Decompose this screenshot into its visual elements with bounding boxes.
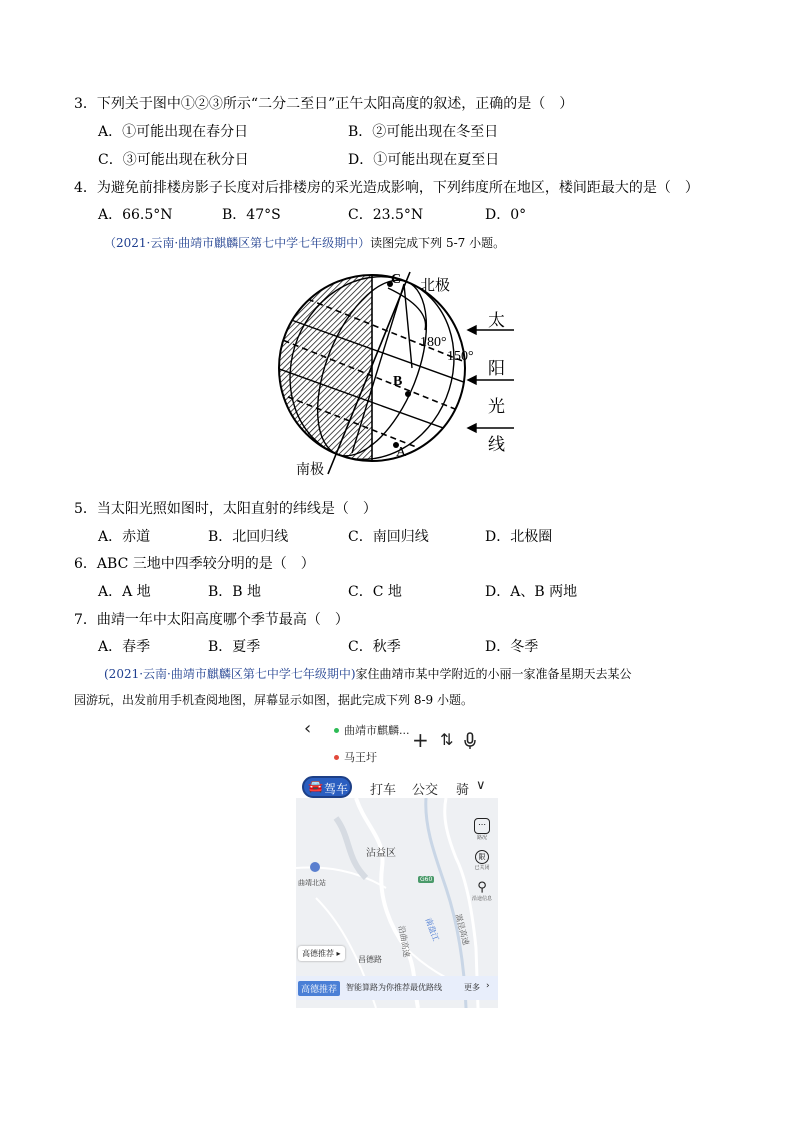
q7-option-b: B．夏季 [208, 639, 261, 655]
q6-option-b: B．B 地 [208, 584, 262, 600]
station-marker-icon [310, 862, 320, 872]
q6-stem: 6．ABC 三地中四季较分明的是（ ） [74, 556, 315, 572]
label-c: C [391, 272, 402, 287]
along-search-button[interactable] [472, 880, 492, 902]
tab-drive-label: 驾车 [324, 782, 349, 796]
destination-dot [334, 755, 339, 760]
north-pole-label: 北极 [420, 276, 451, 294]
sunlight-char-3: 光 [488, 397, 505, 417]
district-label: 沾益区 [366, 848, 396, 859]
river-label: 南盘江 [423, 916, 441, 943]
limit-button[interactable] [472, 850, 492, 871]
q5-option-d: D．北极圈 [485, 529, 553, 545]
highway-label-2: 嵩昆高速 [453, 912, 471, 947]
q5-option-a: A．赤道 [98, 529, 151, 545]
limit-label: 已关闭 [474, 865, 490, 871]
sunlight-char-2: 阳 [488, 359, 505, 379]
q3-option-a: A．①可能出现在春分日 [98, 124, 249, 140]
source-2-text-1: 家住曲靖市某中学附近的小丽一家准备星期天去某公 [355, 667, 632, 681]
q5-option-b: B．北回归线 [208, 529, 289, 545]
microphone-icon[interactable] [464, 732, 476, 750]
search-icon: ⚲ [477, 880, 487, 895]
back-icon[interactable]: ‹ [304, 718, 312, 739]
q3-stem: 3．下列关于图中①②③所示“二分二至日”正午太阳高度的叙述，正确的是（ ） [74, 96, 574, 112]
q3-option-d: D．①可能出现在夏至日 [348, 152, 500, 168]
source-1-tag: （2021·云南·曲靖市麒麟区第七中学七年级期中） [104, 236, 371, 250]
q5-option-c: C．南回归线 [348, 529, 429, 545]
bottom-banner[interactable] [296, 976, 498, 1000]
recommend-chip-label: 高德推荐 [302, 949, 334, 958]
source-2-text-2: 园游玩，出发前用手机查阅地图，屏幕显示如图，据此完成下列 8-9 小题。 [74, 693, 473, 707]
add-stop-icon[interactable]: + [412, 728, 429, 752]
q7-stem: 7．曲靖一年中太阳高度哪个季节最高（ ） [74, 612, 349, 628]
road-label-3: 昌德路 [358, 955, 382, 964]
destination-field[interactable]: 马王圩 [344, 751, 377, 764]
q4-option-b: B．47°S [222, 207, 281, 223]
chevron-down-icon[interactable]: ∨ [476, 778, 486, 793]
sunlight-char-4: 线 [488, 435, 505, 455]
swap-icon[interactable]: ⇅ [440, 730, 454, 749]
q4-option-d: D．0° [485, 207, 527, 223]
station-label: 曲靖北站 [298, 879, 326, 887]
deg-150-label: 150° [447, 349, 474, 364]
highway-label-1: 沿曲高速 [396, 924, 412, 959]
deg-180-label: 180° [420, 335, 447, 350]
q6-option-c: C．C 地 [348, 584, 402, 600]
label-a: A [396, 445, 407, 460]
q3-option-c: C．③可能出现在秋分日 [98, 152, 249, 168]
source-1 [104, 235, 505, 251]
along-search-label: 沿途信息 [472, 896, 493, 902]
q6-option-d: D．A、B 两地 [485, 584, 578, 600]
source-2-line-1 [104, 666, 632, 682]
bottom-text: 智能算路为你推荐最优路线 [346, 983, 442, 992]
q7-option-c: C．秋季 [348, 639, 401, 655]
south-pole-label: 南极 [296, 462, 324, 478]
traffic-icon: ⋯ [474, 818, 490, 834]
q4-option-a: A．66.5°N [98, 207, 173, 223]
label-b: B [393, 374, 403, 389]
q7-option-d: D．冬季 [485, 639, 539, 655]
source-2-tag: (2021·云南·曲靖市麒麟区第七中学七年级期中) [104, 667, 356, 681]
road-badge: G60 [420, 876, 433, 883]
q7-option-a: A．春季 [98, 639, 151, 655]
q5-stem: 5．当太阳光照如图时，太阳直射的纬线是（ ） [74, 501, 377, 517]
tab-cycling[interactable]: 骑 [456, 783, 470, 798]
recommend-chip[interactable]: 高德推荐 ▸ [298, 946, 345, 961]
chevron-right-icon: › [486, 981, 490, 991]
q6-option-a: A．A 地 [98, 584, 151, 600]
origin-dot [334, 728, 339, 733]
point-b [405, 391, 411, 397]
q3-option-b: B．②可能出现在冬至日 [348, 124, 499, 140]
tab-bus[interactable]: 公交 [412, 783, 439, 798]
q4-stem: 4．为避免前排楼房影子长度对后排楼房的采光造成影响，下列纬度所在地区，楼间距最大的是（ ） [74, 180, 699, 196]
origin-field[interactable]: 曲靖市麒麟... [344, 724, 410, 737]
globe-diagram [270, 268, 520, 480]
phone-map-screenshot [296, 712, 498, 1008]
traffic-label: 路况 [476, 835, 487, 841]
q4-option-c: C．23.5°N [348, 207, 424, 223]
tab-drive[interactable] [302, 776, 352, 798]
bottom-more[interactable]: 更多 [464, 983, 480, 992]
bottom-badge: 高德推荐 [298, 981, 340, 996]
limit-icon: 限 [475, 850, 489, 864]
car-icon: 🚘 [308, 779, 323, 793]
traffic-button[interactable] [472, 818, 492, 841]
tab-taxi[interactable]: 打车 [370, 783, 397, 798]
sunlight-char-1: 太 [488, 311, 505, 331]
source-1-text: 读图完成下列 5-7 小题。 [370, 236, 506, 250]
